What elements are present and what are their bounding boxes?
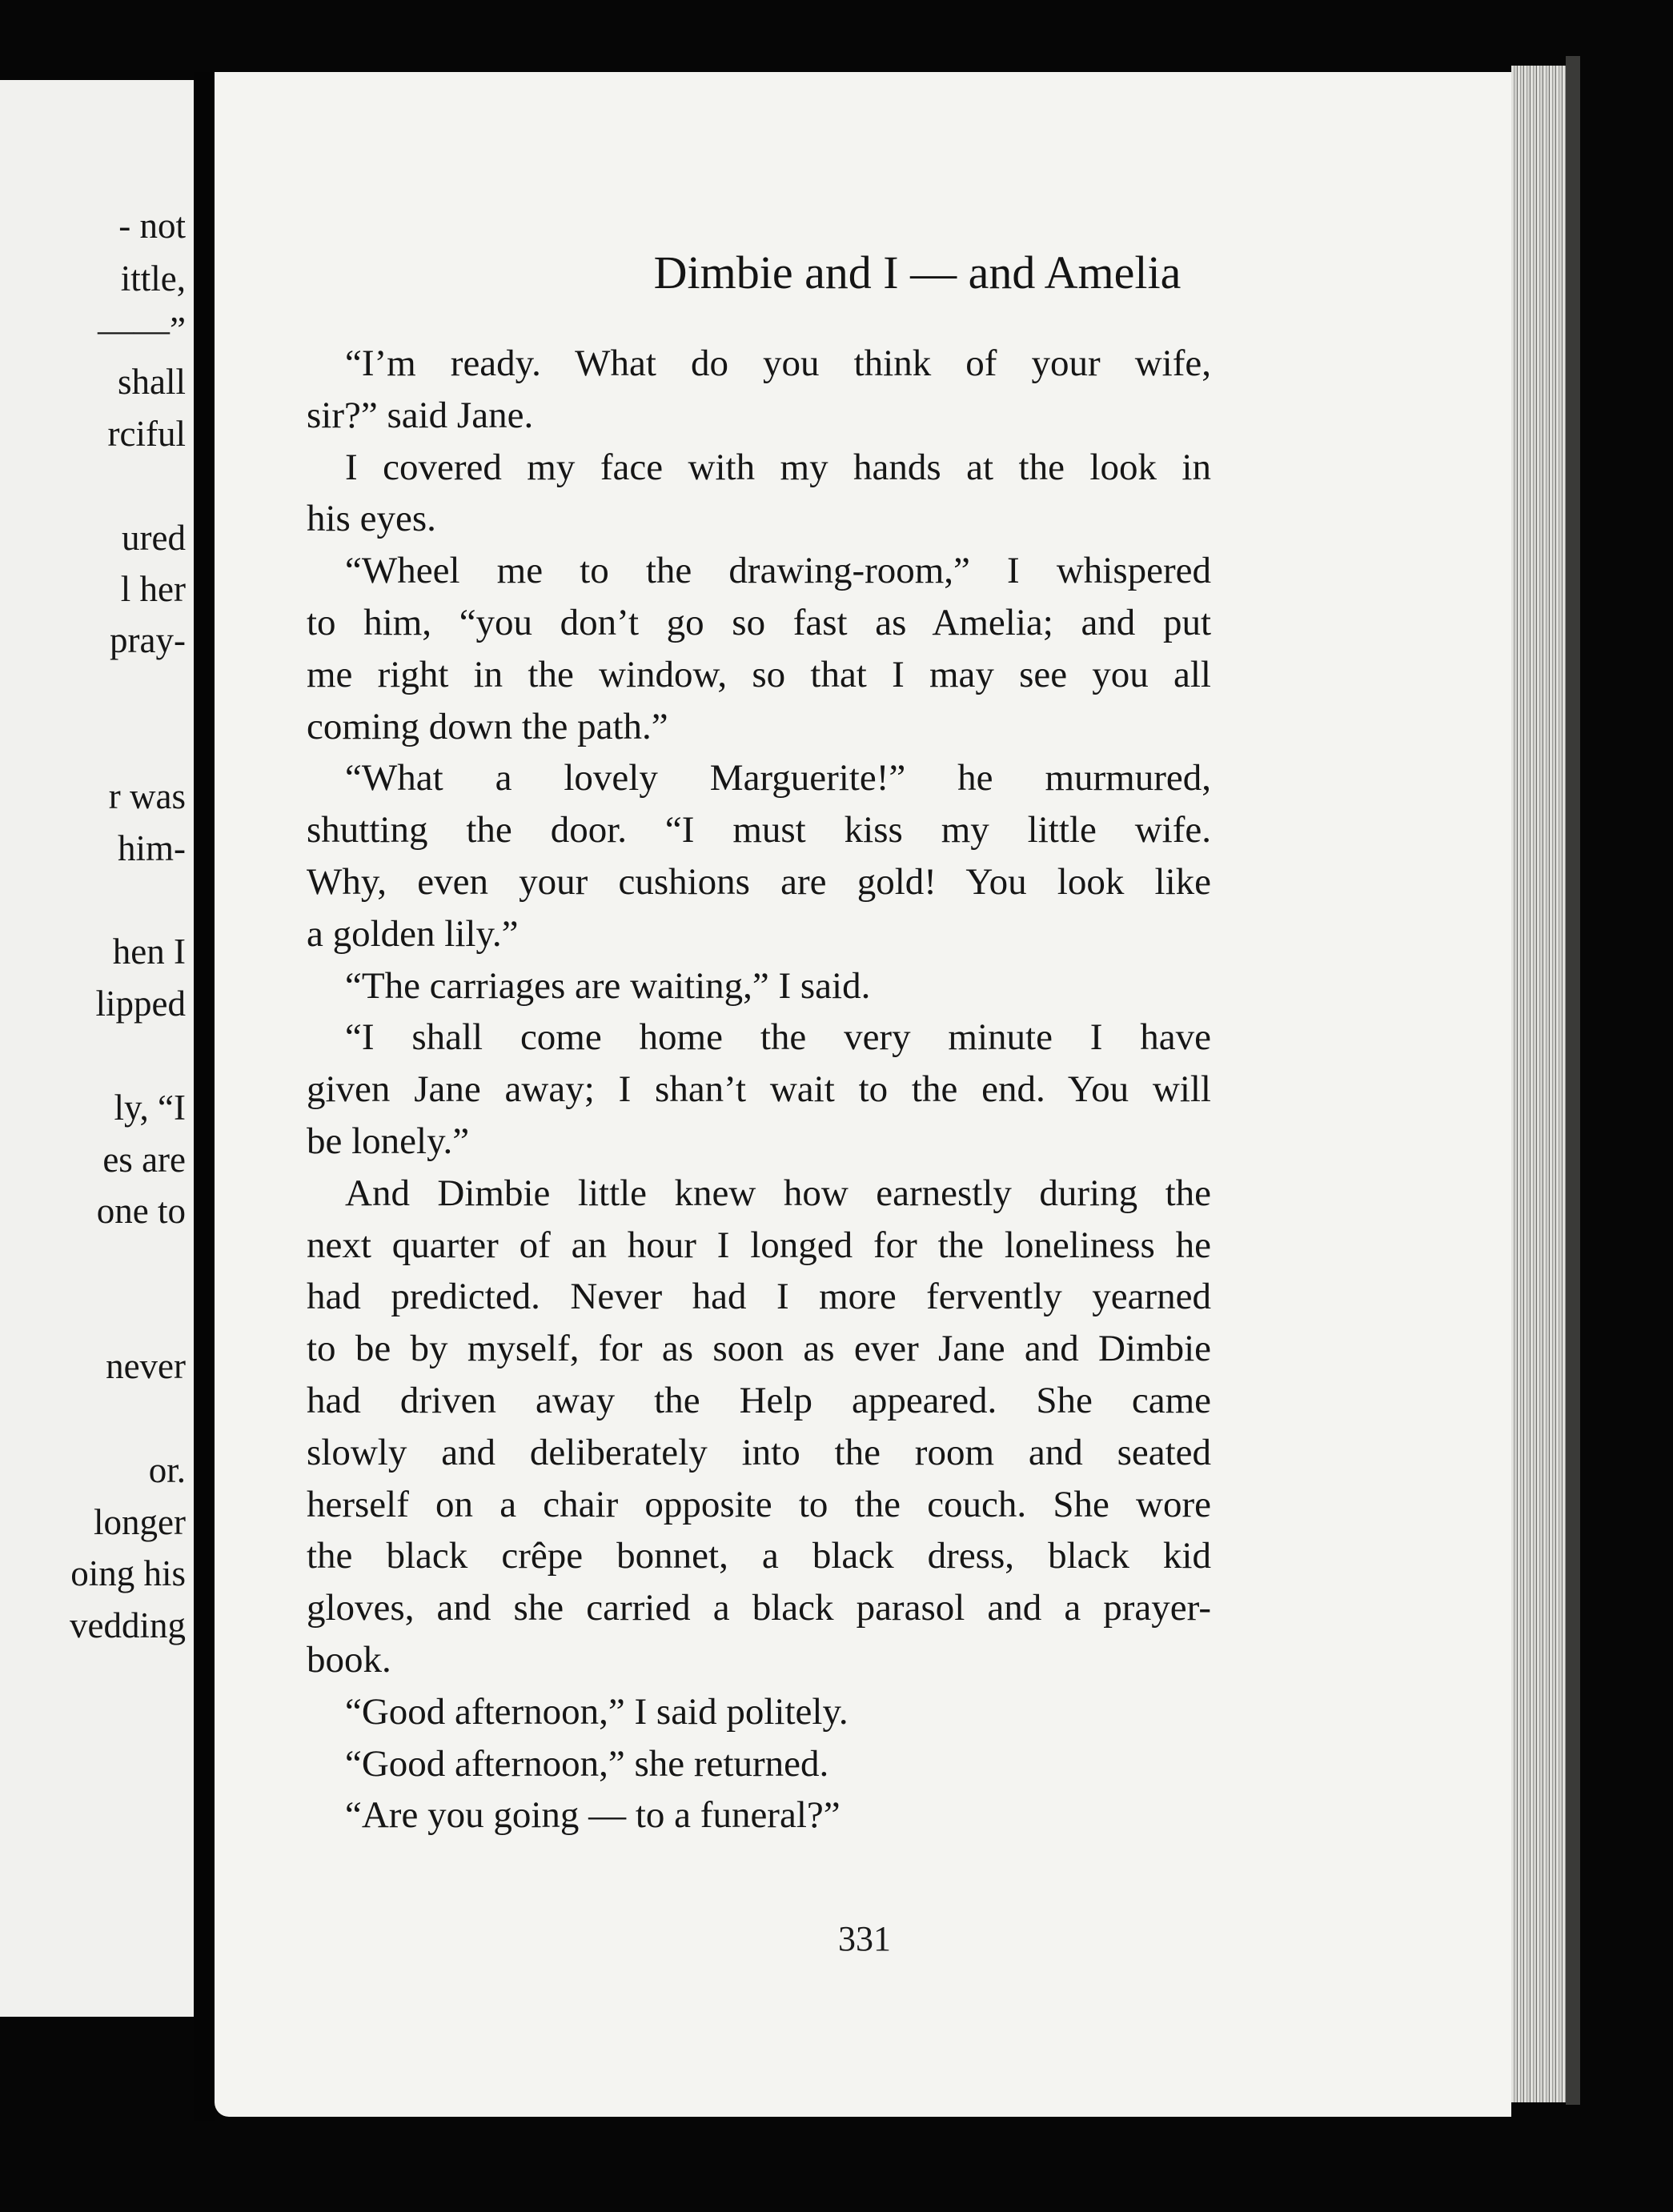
text-line: given Jane away; I shan’t wait to the end. You will xyxy=(307,1068,1211,1111)
left-page-line-fragment: never xyxy=(106,1346,186,1386)
text-line: sir?” said Jane. xyxy=(307,394,534,436)
left-page-line-fragment: es are xyxy=(102,1140,186,1180)
text-line: his eyes. xyxy=(307,498,436,540)
body-text xyxy=(307,338,1211,1841)
text-line: to be by myself, for as soon as ever Jane and Dimbie xyxy=(307,1328,1211,1370)
text-line: “Good afternoon,” I said politely. xyxy=(345,1690,849,1733)
left-page-line-fragment: one to xyxy=(96,1191,186,1231)
text-line: be lonely.” xyxy=(307,1120,470,1162)
left-page-line-fragment: vedding xyxy=(70,1605,186,1645)
left-page-line-fragment: him- xyxy=(118,828,186,868)
left-page-line-fragment: hen I xyxy=(112,932,186,972)
text-line: “The carriages are waiting,” I said. xyxy=(345,964,871,1007)
text-line: herself on a chair opposite to the couch. She wore xyxy=(307,1483,1211,1525)
left-page-line-fragment: oing his xyxy=(70,1553,186,1593)
text-line: I covered my face with my hands at the look in xyxy=(345,446,1211,488)
left-page-line-fragment: ured xyxy=(122,518,186,558)
text-line: slowly and deliberately into the room and seated xyxy=(307,1431,1211,1473)
left-page-line-fragment: ittle, xyxy=(120,258,186,299)
text-line: to him, “you don’t go so fast as Amelia; and put xyxy=(307,601,1211,643)
text-line: “What a lovely Marguerite!” he murmured, xyxy=(345,757,1211,799)
text-line: shutting the door. “I must kiss my little wife. xyxy=(307,809,1211,852)
left-page-line-fragment: longer xyxy=(94,1502,186,1542)
text-line: had driven away the Help appeared. She came xyxy=(307,1379,1211,1421)
text-line: “Good afternoon,” she returned. xyxy=(345,1742,829,1785)
book-gutter xyxy=(194,72,215,2121)
text-line: “Are you going — to a funeral?” xyxy=(345,1794,841,1837)
left-page-line-fragment: ——” xyxy=(98,310,186,350)
text-line: a golden lily.” xyxy=(307,912,519,955)
text-line: coming down the path.” xyxy=(307,705,668,747)
running-head xyxy=(215,246,1511,299)
text-line: book. xyxy=(307,1638,391,1681)
text-line: “Wheel me to the drawing-room,” I whispered xyxy=(345,550,1211,592)
left-page-line-fragment: l her xyxy=(120,569,186,609)
left-page-line-fragment: or. xyxy=(148,1450,186,1490)
text-line: “I’m ready. What do you think of your wife, xyxy=(345,343,1211,384)
text-line: And Dimbie little knew how earnestly during the xyxy=(345,1172,1211,1214)
text-line: Why, even your cushions are gold! You look like xyxy=(307,860,1211,903)
book-cover-edge xyxy=(1566,56,1580,2105)
left-facing-page xyxy=(0,80,194,2017)
text-line: had predicted. Never had I more fervently yearned xyxy=(307,1276,1211,1318)
page-number-text: 331 xyxy=(838,1919,891,1958)
left-page-line-fragment: lipped xyxy=(95,984,186,1024)
text-line: next quarter of an hour I longed for the loneliness he xyxy=(307,1224,1211,1266)
left-page-line-fragment: shall xyxy=(118,362,186,402)
left-page-line-fragment: pray- xyxy=(110,620,186,660)
left-page-line-fragment: rciful xyxy=(107,414,186,454)
left-page-line-fragment: r was xyxy=(108,776,186,816)
running-head-text: Dimbie and I — and Amelia xyxy=(653,246,1182,299)
main-page xyxy=(215,72,1511,2117)
text-line: gloves, and she carried a black parasol and a prayer- xyxy=(307,1587,1211,1629)
page-edges xyxy=(1511,66,1566,2102)
left-page-line-fragment: - not xyxy=(118,206,186,246)
page-number xyxy=(215,1918,1511,1959)
left-page-line-fragment: ly, “I xyxy=(114,1088,186,1128)
text-line: the black crêpe bonnet, a black dress, black kid xyxy=(307,1535,1211,1577)
text-line: “I shall come home the very minute I have xyxy=(345,1016,1211,1059)
text-line: me right in the window, so that I may see you all xyxy=(307,653,1211,695)
